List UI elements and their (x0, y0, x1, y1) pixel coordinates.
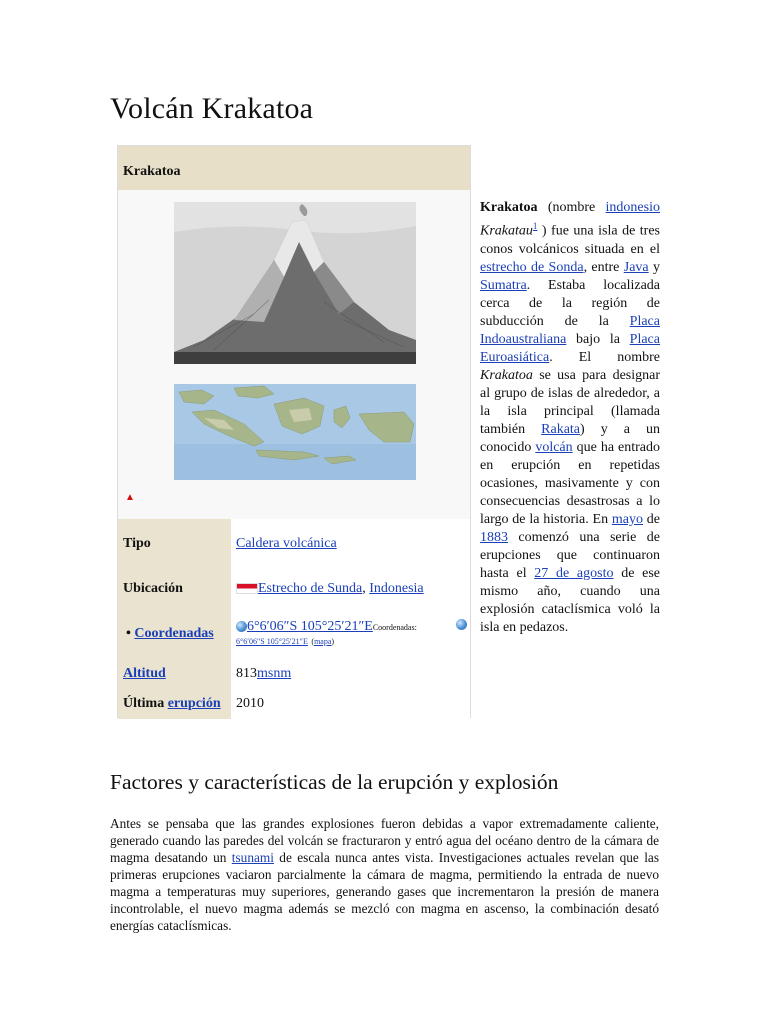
intro-text: de ese mismo año, cuando una explosión cataclísmica voló la isla en pedazos. (480, 565, 660, 635)
link-java[interactable]: Java (623, 259, 649, 275)
krakatoa-mountain-image[interactable] (174, 202, 416, 364)
infobox-row-ubicacion (118, 569, 470, 609)
link-mapa[interactable]: mapa (314, 637, 332, 646)
intro-text: ) y a un conocido (480, 421, 660, 455)
intro-bold-krakatoa: Krakatoa (480, 200, 538, 215)
link-coordenadas[interactable]: Coordenadas (134, 626, 214, 641)
link-sumatra[interactable]: Sumatra (480, 277, 527, 293)
ultima-erupcion-value: 2010 (231, 689, 470, 719)
link-rakata[interactable]: Rakata (541, 421, 581, 437)
row-key-tipo: Tipo (118, 519, 231, 569)
infobox-row-altitud (118, 659, 470, 689)
coordinates-label: Coordenadas: (372, 623, 417, 632)
row-key-ubicacion: Ubicación (118, 569, 231, 609)
intro-italic-krakatau: Krakatau (480, 223, 533, 239)
row-key-ultima: Última (123, 696, 168, 711)
ubicacion-separator: , (362, 581, 370, 596)
location-marker-icon: ▲ (125, 492, 135, 503)
link-indonesia[interactable]: Indonesia (369, 581, 424, 596)
section-text: de escala nunca antes vista. Investigaciones actuales revelan que las primeras erupciones vaciaron parcialmente la cámara de magma, permitiendo la entrada de nuevo magma a temperaturas muy superiores, generando gases que incrementaron la presión de manera incontrolable, el nuevo magma además se mezcló con magma en ascenso, la combinación desató energías cataclísmicas. (110, 850, 660, 933)
page-title: Volcán Krakatoa (110, 92, 314, 125)
link-coordinates-small[interactable]: 6°6′06″S 105°25′21″E (236, 637, 308, 646)
intro-text: . Estaba localizada cerca de la región de subducción de la (480, 277, 660, 329)
intro-text: que ha entrado en erupción en repetidas ocasiones, masivamente y con consecuencias desastrosas a lo largo de la historia. En (480, 439, 660, 527)
link-tsunami[interactable]: tsunami (231, 850, 274, 865)
section-text: Antes se pensaba que las grandes explosiones fueron debidas a vapor extremadamente caliente, generado cuando las paredes del volcán se fracturaron y entró agua del océano dentro de la cámara de magma desatando un (110, 816, 659, 865)
link-placa-indoaustraliana[interactable]: Placa Indoaustraliana (480, 313, 660, 347)
intro-text: bajo la (566, 331, 630, 347)
indonesia-map-image[interactable] (174, 384, 416, 480)
link-estrecho-de-sunda[interactable]: Estrecho de Sunda (258, 581, 363, 596)
map-paren-open: ( (311, 637, 315, 646)
intro-text: ) fue una isla de tres conos volcánicos situada en el (480, 223, 660, 257)
link-1883[interactable]: 1883 (480, 529, 508, 545)
section-heading: Factores y características de la erupción y explosión (110, 770, 559, 794)
section-paragraph (110, 815, 659, 934)
globe-icon-right[interactable] (456, 619, 467, 630)
infobox-row-coordenadas (118, 609, 470, 659)
infobox-table (118, 519, 470, 719)
link-caldera-volcanica[interactable]: Caldera volcánica (236, 536, 337, 551)
intro-paragraph (480, 199, 660, 637)
intro-text: , entre (583, 259, 624, 275)
link-msnm[interactable]: msnm (257, 666, 292, 681)
intro-text: (nombre (537, 200, 606, 215)
intro-italic-krakatoa: Krakatoa (480, 367, 533, 383)
link-27-de-agosto[interactable]: 27 de agosto (534, 565, 614, 581)
link-volcan[interactable]: volcán (535, 439, 573, 455)
link-coordinates-main[interactable]: 6°6′06″S 105°25′21″E (247, 619, 373, 634)
infobox-header: Krakatoa (118, 146, 470, 190)
globe-icon[interactable] (236, 621, 247, 632)
infobox-row-ultima-erupcion (118, 689, 470, 719)
intro-text: . El nombre (549, 349, 660, 365)
intro-text: se usa para designar al grupo de islas de alrededor, a la isla principal (llamada también (480, 367, 660, 437)
indonesia-flag-icon (236, 583, 258, 594)
link-altitud[interactable]: Altitud (123, 666, 166, 681)
infobox (117, 145, 471, 718)
intro-text: y (648, 259, 660, 275)
link-placa-euroasiatica[interactable]: Placa Euroasiática (480, 331, 660, 365)
link-mayo[interactable]: mayo (611, 511, 643, 527)
link-indonesio[interactable]: indonesio (605, 200, 660, 215)
footnote-ref[interactable]: 1 (532, 221, 538, 231)
infobox-row-tipo (118, 519, 470, 569)
link-estrecho-de-sonda[interactable]: estrecho de Sonda (480, 259, 584, 275)
intro-text: de (642, 511, 660, 527)
map-paren-close: ) (331, 637, 335, 646)
intro-text: comenzó una serie de erupciones que continuaron hasta el (480, 529, 660, 581)
row-key-bullet: • (126, 626, 135, 641)
altitud-value: 813 (236, 666, 257, 681)
link-erupcion[interactable]: erupción (167, 696, 221, 711)
